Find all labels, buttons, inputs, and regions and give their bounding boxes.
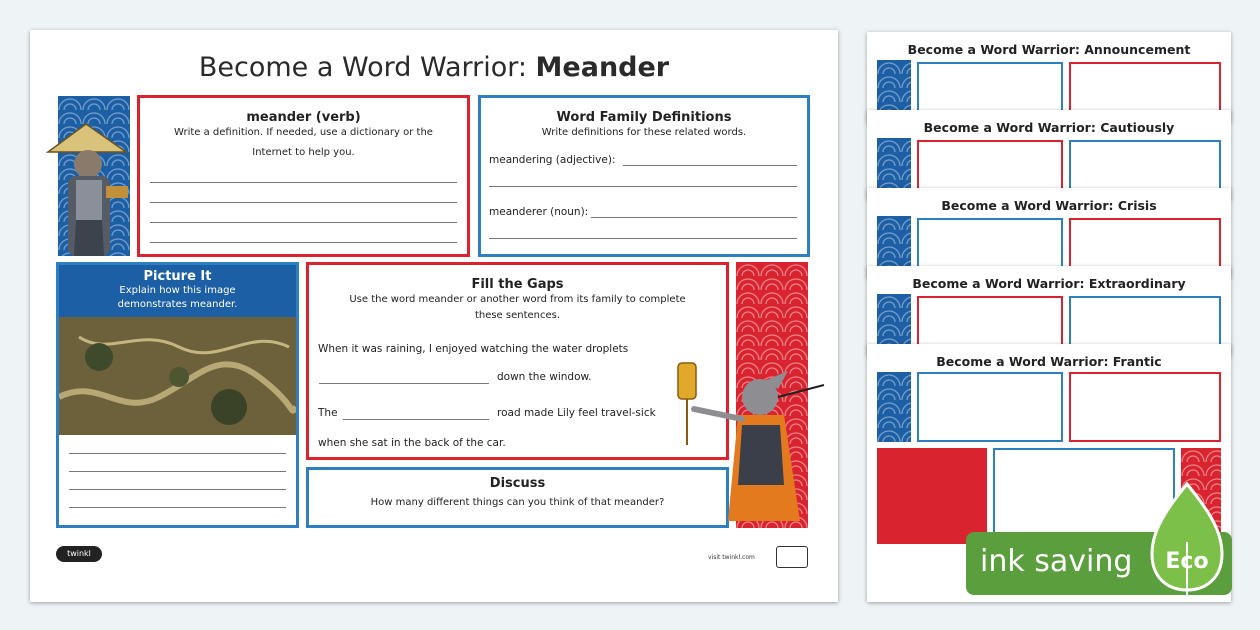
page-title: Become a Word Warrior: Meander — [198, 52, 670, 83]
preview-pattern — [877, 372, 911, 442]
answer-line[interactable] — [69, 453, 286, 454]
preview-sheet[interactable] — [867, 188, 1231, 278]
twinkl-logo: twinkl — [56, 546, 102, 562]
answer-line[interactable] — [591, 217, 797, 218]
answer-line[interactable] — [623, 165, 797, 166]
family-instruction: Write definitions for these related words. — [541, 127, 747, 138]
family-word-2: meanderer (noun): — [489, 206, 589, 218]
answer-line[interactable] — [489, 186, 797, 187]
sentence-2-part-3: when she sat in the back of the car. — [318, 437, 506, 449]
leaf-icon — [1150, 482, 1224, 602]
preview-box — [993, 448, 1175, 544]
preview-box — [1069, 372, 1221, 442]
rat-warrior-illustration — [668, 285, 828, 525]
preview-sheet[interactable] — [867, 110, 1231, 200]
picture-instruction-1: Explain how this image — [119, 285, 236, 296]
preview-title: Become a Word Warrior: Extraordinary — [912, 276, 1186, 291]
preview-title: Become a Word Warrior: Frantic — [936, 354, 1162, 369]
answer-line[interactable] — [150, 182, 457, 183]
discuss-question: How many different things can you think of that meander? — [370, 497, 665, 508]
sentence-2-part-1: The — [318, 407, 338, 419]
preview-title: Become a Word Warrior: Crisis — [941, 198, 1157, 213]
answer-line[interactable] — [69, 507, 286, 508]
sentence-2-part-2: road made Lily feel travel-sick — [497, 407, 656, 419]
word-definition-box — [137, 95, 470, 257]
ink-saving-label: ink saving — [980, 544, 1133, 579]
word-instruction-2: Internet to help you. — [252, 146, 355, 158]
preview-sheet[interactable] — [867, 32, 1231, 122]
family-heading: Word Family Definitions — [556, 110, 732, 125]
family-word-1: meandering (adjective): — [489, 154, 616, 166]
gaps-heading: Fill the Gaps — [471, 277, 564, 292]
answer-line[interactable] — [150, 202, 457, 203]
sentence-1-part-1: When it was raining, I enjoyed watching the water droplets — [318, 343, 629, 355]
fill-the-gaps-box — [306, 262, 729, 460]
picture-instruction-2: demonstrates meander. — [117, 298, 238, 310]
meander-river-photo — [59, 317, 296, 435]
footer-url: visit twinkl.com — [708, 554, 755, 561]
preview-sheet[interactable] — [867, 266, 1231, 356]
footer-badge — [776, 546, 808, 568]
preview-title: Become a Word Warrior: Announcement — [907, 42, 1191, 57]
answer-line[interactable] — [150, 242, 457, 243]
word-family-box — [478, 95, 810, 257]
answer-line[interactable] — [489, 238, 797, 239]
picture-heading: Picture It — [143, 269, 212, 284]
gap-line[interactable] — [319, 383, 489, 384]
preview-box — [917, 372, 1063, 442]
discuss-heading: Discuss — [489, 476, 546, 491]
gap-line[interactable] — [343, 419, 489, 420]
preview-title: Become a Word Warrior: Cautiously — [923, 120, 1175, 135]
sentence-1-part-2: down the window. — [497, 371, 592, 383]
answer-line[interactable] — [150, 222, 457, 223]
preview-box — [877, 448, 987, 544]
word-heading: meander (verb) — [246, 110, 361, 125]
warrior-monk-illustration — [46, 110, 140, 260]
gaps-instruction-1: Use the word meander or another word from its family to complete — [349, 294, 686, 305]
gaps-instruction-2: these sentences. — [474, 309, 561, 321]
word-instruction-1: Write a definition. If needed, use a dictionary or the — [174, 127, 433, 138]
picture-it-box — [56, 262, 299, 528]
answer-line[interactable] — [69, 471, 286, 472]
answer-line[interactable] — [69, 489, 286, 490]
eco-tag: Eco — [1165, 549, 1209, 574]
discuss-box — [306, 467, 729, 528]
